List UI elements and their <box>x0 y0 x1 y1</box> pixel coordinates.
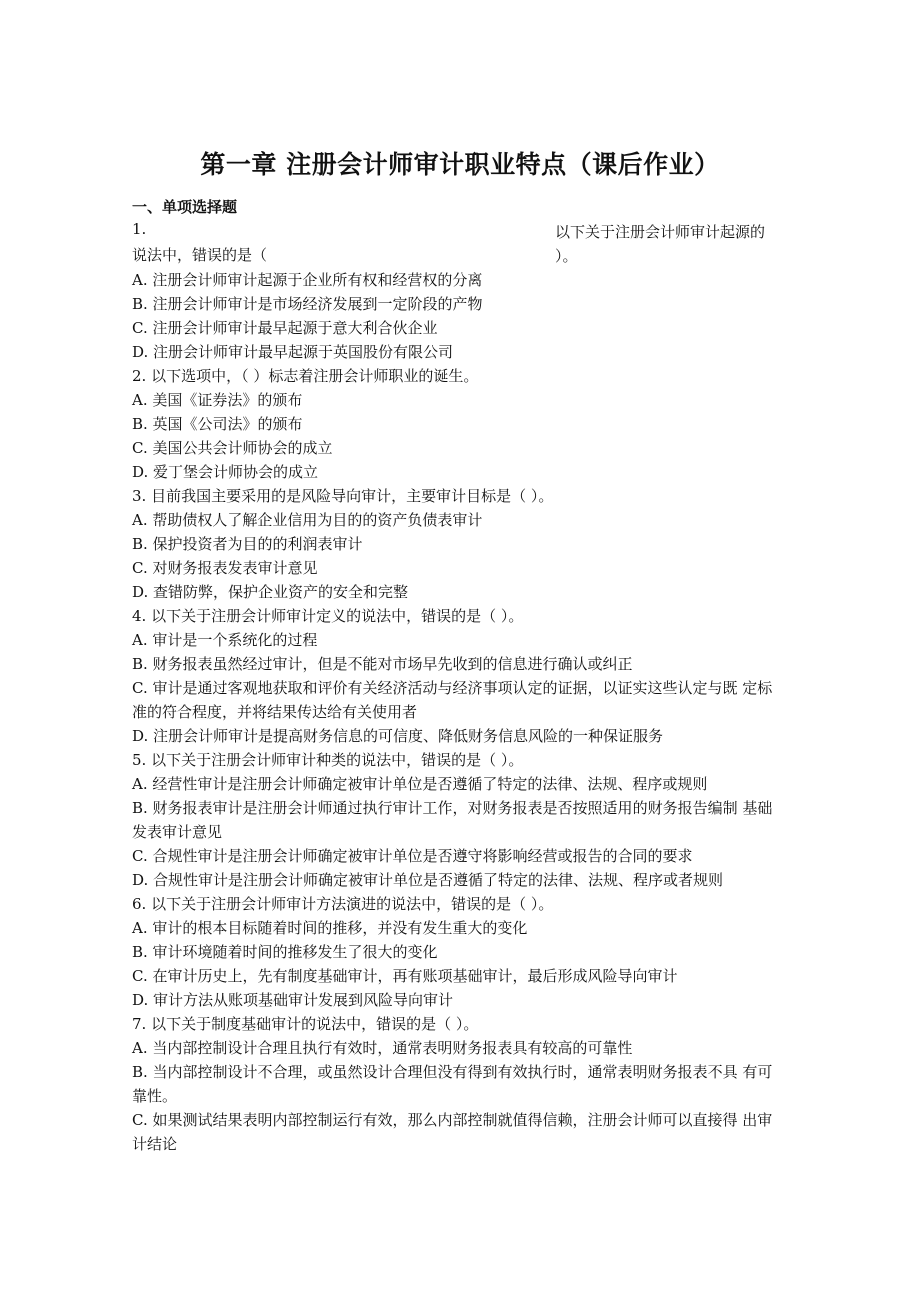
text-line: A. 审计的根本目标随着时间的推移，并没有发生重大的变化 <box>132 919 528 937</box>
text-line: 7. 以下关于制度基础审计的说法中，错误的是（ ）。 <box>132 1015 479 1033</box>
text-line: C. 注册会计师审计最早起源于意大利合伙企业 <box>132 319 438 337</box>
section-heading: 一、单项选择题 <box>132 198 238 216</box>
text-line: C. 审计是通过客观地获取和评价有关经济活动与经济事项认定的证据，以证实这些认定与既 定标准的符合程度，并将结果传达给有关使用者 <box>132 679 773 721</box>
text-line: 6. 以下关于注册会计师审计方法演进的说法中，错误的是（ ）。 <box>132 895 554 913</box>
text-line: C. 美国公共会计师协会的成立 <box>132 439 333 457</box>
text-line: B. 审计环境随着时间的推移发生了很大的变化 <box>132 943 438 961</box>
text-line: B. 保护投资者为目的的利润表审计 <box>132 535 363 553</box>
text-line: D. 注册会计师审计最早起源于英国股份有限公司 <box>132 343 454 361</box>
text-line: D. 爱丁堡会计师协会的成立 <box>132 463 319 481</box>
text-line: C. 合规性审计是注册会计师确定被审计单位是否遵守将影响经营或报告的合同的要求 <box>132 847 693 865</box>
text-line: A. 注册会计师审计起源于企业所有权和经营权的分离 <box>132 271 483 289</box>
text-line: A. 当内部控制设计合理且执行有效时，通常表明财务报表具有较高的可靠性 <box>132 1039 633 1057</box>
page-title: 第一章 注册会计师审计职业特点（课后作业） <box>200 150 720 179</box>
text-line: C. 对财务报表发表审计意见 <box>132 559 318 577</box>
text-line: A. 审计是一个系统化的过程 <box>132 631 318 649</box>
text-line: A. 美国《证券法》的颁布 <box>132 391 303 409</box>
text-line: B. 财务报表审计是注册会计师通过执行审计工作，对财务报表是否按照适用的财务报告编制 基础发表审计意见 <box>132 799 773 841</box>
text-line: D. 注册会计师审计是提高财务信息的可信度、降低财务信息风险的一种保证服务 <box>132 727 664 745</box>
text-line: A. 经营性审计是注册会计师确定被审计单位是否遵循了特定的法律、法规、程序或规则 <box>132 775 708 793</box>
text-line: B. 英国《公司法》的颁布 <box>132 415 303 433</box>
question-1-stem-right-line: 以下关于注册会计师审计起源的 <box>555 223 766 241</box>
text-line: B. 财务报表虽然经过审计，但是不能对市场早先收到的信息进行确认或纠正 <box>132 655 633 673</box>
question-body <box>132 268 787 1156</box>
text-line: 2. 以下选项中，（ ）标志着注册会计师职业的诞生。 <box>132 367 479 385</box>
text-line: C. 在审计历史上，先有制度基础审计，再有账项基础审计，最后形成风险导向审计 <box>132 967 678 985</box>
question-1-number: 1. <box>132 220 147 238</box>
question-1-stem-right <box>555 220 795 268</box>
text-line: 4. 以下关于注册会计师审计定义的说法中，错误的是（ ）。 <box>132 607 524 625</box>
text-line: D. 查错防弊，保护企业资产的安全和完整 <box>132 583 409 601</box>
question-1-stem-right-tail: ）。 <box>555 247 578 265</box>
text-line: A. 帮助债权人了解企业信用为目的的资产负债表审计 <box>132 511 483 529</box>
text-line: B. 当内部控制设计不合理，或虽然设计合理但没有得到有效执行时，通常表明财务报表不具 有可靠性。 <box>132 1063 773 1105</box>
text-line: D. 审计方法从账项基础审计发展到风险导向审计 <box>132 991 454 1009</box>
text-line: 5. 以下关于注册会计师审计种类的说法中，错误的是（ ）。 <box>132 751 524 769</box>
text-line: B. 注册会计师审计是市场经济发展到一定阶段的产物 <box>132 295 483 313</box>
text-line: C. 如果测试结果表明内部控制运行有效，那么内部控制就值得信赖，注册会计师可以直接得 出审计结论 <box>132 1111 773 1153</box>
text-line: D. 合规性审计是注册会计师确定被审计单位是否遵循了特定的法律、法规、程序或者规则 <box>132 871 724 889</box>
text-line: 3. 目前我国主要采用的是风险导向审计，主要审计目标是（ ）。 <box>132 487 554 505</box>
question-1-stem-left: 说法中，错误的是（ <box>132 246 268 264</box>
